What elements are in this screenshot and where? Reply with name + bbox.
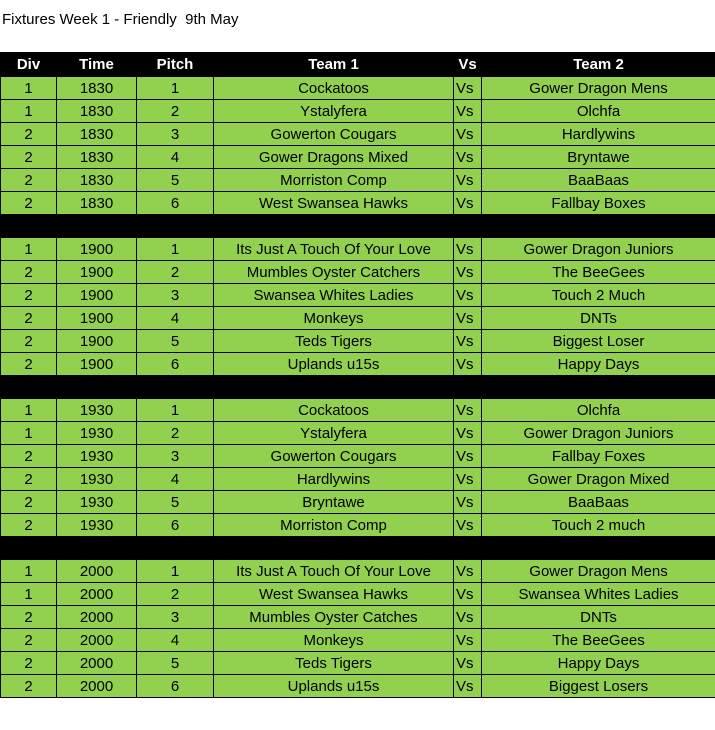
header-team2: Team 2	[482, 53, 715, 77]
cell-team2: Touch 2 Much	[482, 284, 715, 307]
fixtures-table	[0, 52, 715, 698]
table-row	[1, 146, 715, 169]
separator-row	[1, 376, 715, 399]
table-row	[1, 238, 715, 261]
table-row	[1, 445, 715, 468]
cell-vs: Vs	[454, 192, 482, 215]
cell-div: 2	[1, 675, 57, 698]
cell-vs: Vs	[454, 606, 482, 629]
cell-vs: Vs	[454, 652, 482, 675]
cell-div: 2	[1, 192, 57, 215]
cell-team2: Olchfa	[482, 100, 715, 123]
cell-vs: Vs	[454, 284, 482, 307]
cell-vs: Vs	[454, 123, 482, 146]
cell-team2: DNTs	[482, 307, 715, 330]
table-row	[1, 284, 715, 307]
cell-vs: Vs	[454, 169, 482, 192]
cell-time: 2000	[57, 583, 137, 606]
table-row	[1, 491, 715, 514]
cell-team1: Monkeys	[214, 629, 454, 652]
cell-vs: Vs	[454, 307, 482, 330]
separator-cell	[1, 215, 715, 238]
cell-div: 2	[1, 284, 57, 307]
cell-team1: Its Just A Touch Of Your Love	[214, 560, 454, 583]
cell-div: 2	[1, 307, 57, 330]
cell-pitch: 1	[137, 77, 214, 100]
cell-team2: Fallbay Foxes	[482, 445, 715, 468]
cell-pitch: 5	[137, 169, 214, 192]
cell-time: 1900	[57, 307, 137, 330]
cell-team1: Cockatoos	[214, 399, 454, 422]
table-row	[1, 307, 715, 330]
cell-div: 2	[1, 629, 57, 652]
cell-team1: Monkeys	[214, 307, 454, 330]
cell-time: 1930	[57, 468, 137, 491]
table-row	[1, 560, 715, 583]
cell-team1: Mumbles Oyster Catchers	[214, 261, 454, 284]
cell-team2: Gower Dragon Mens	[482, 560, 715, 583]
cell-team2: The BeeGees	[482, 261, 715, 284]
cell-team1: West Swansea Hawks	[214, 192, 454, 215]
cell-team1: Gower Dragons Mixed	[214, 146, 454, 169]
cell-pitch: 4	[137, 468, 214, 491]
cell-pitch: 4	[137, 629, 214, 652]
cell-pitch: 6	[137, 514, 214, 537]
header-row	[1, 53, 715, 77]
cell-team1: Gowerton Cougars	[214, 123, 454, 146]
separator-cell	[1, 537, 715, 560]
cell-time: 2000	[57, 560, 137, 583]
cell-pitch: 4	[137, 146, 214, 169]
cell-team2: Happy Days	[482, 652, 715, 675]
cell-time: 1900	[57, 353, 137, 376]
table-row	[1, 192, 715, 215]
cell-pitch: 2	[137, 422, 214, 445]
cell-team2: Bryntawe	[482, 146, 715, 169]
cell-pitch: 3	[137, 445, 214, 468]
cell-div: 2	[1, 123, 57, 146]
cell-vs: Vs	[454, 675, 482, 698]
cell-div: 1	[1, 583, 57, 606]
cell-pitch: 5	[137, 652, 214, 675]
table-row	[1, 583, 715, 606]
cell-div: 2	[1, 353, 57, 376]
cell-pitch: 2	[137, 261, 214, 284]
cell-div: 2	[1, 146, 57, 169]
cell-div: 2	[1, 606, 57, 629]
cell-pitch: 2	[137, 100, 214, 123]
table-row	[1, 123, 715, 146]
cell-pitch: 5	[137, 491, 214, 514]
cell-team2: Biggest Losers	[482, 675, 715, 698]
cell-vs: Vs	[454, 353, 482, 376]
cell-time: 2000	[57, 629, 137, 652]
cell-team2: Fallbay Boxes	[482, 192, 715, 215]
cell-pitch: 2	[137, 583, 214, 606]
cell-vs: Vs	[454, 560, 482, 583]
cell-div: 1	[1, 77, 57, 100]
cell-team1: West Swansea Hawks	[214, 583, 454, 606]
fixtures-body	[1, 77, 715, 698]
cell-pitch: 1	[137, 238, 214, 261]
cell-team2: BaaBaas	[482, 169, 715, 192]
cell-div: 2	[1, 330, 57, 353]
cell-vs: Vs	[454, 146, 482, 169]
cell-time: 1930	[57, 399, 137, 422]
cell-time: 1930	[57, 445, 137, 468]
cell-time: 1830	[57, 146, 137, 169]
cell-team1: Ystalyfera	[214, 422, 454, 445]
table-row	[1, 652, 715, 675]
cell-vs: Vs	[454, 77, 482, 100]
table-row	[1, 399, 715, 422]
cell-vs: Vs	[454, 583, 482, 606]
cell-div: 2	[1, 652, 57, 675]
cell-team1: Morriston Comp	[214, 169, 454, 192]
header-time: Time	[57, 53, 137, 77]
table-row	[1, 629, 715, 652]
header-vs: Vs	[454, 53, 482, 77]
cell-team1: Teds Tigers	[214, 652, 454, 675]
table-row	[1, 422, 715, 445]
page-title: Fixtures Week 1 - Friendly 9th May	[2, 11, 239, 28]
cell-time: 1900	[57, 330, 137, 353]
table-row	[1, 606, 715, 629]
cell-time: 1900	[57, 284, 137, 307]
cell-time: 1830	[57, 100, 137, 123]
cell-pitch: 3	[137, 123, 214, 146]
cell-team1: Ystalyfera	[214, 100, 454, 123]
header-pitch: Pitch	[137, 53, 214, 77]
cell-time: 1830	[57, 123, 137, 146]
cell-team1: Uplands u15s	[214, 675, 454, 698]
cell-time: 1830	[57, 192, 137, 215]
cell-vs: Vs	[454, 445, 482, 468]
table-row	[1, 353, 715, 376]
cell-team1: Its Just A Touch Of Your Love	[214, 238, 454, 261]
table-row	[1, 468, 715, 491]
cell-team2: Gower Dragon Juniors	[482, 238, 715, 261]
table-row	[1, 514, 715, 537]
cell-team2: Happy Days	[482, 353, 715, 376]
cell-div: 1	[1, 100, 57, 123]
cell-team1: Swansea Whites Ladies	[214, 284, 454, 307]
table-row	[1, 330, 715, 353]
cell-vs: Vs	[454, 491, 482, 514]
cell-team1: Hardlywins	[214, 468, 454, 491]
cell-team1: Morriston Comp	[214, 514, 454, 537]
cell-time: 1930	[57, 422, 137, 445]
cell-time: 1930	[57, 491, 137, 514]
table-row	[1, 675, 715, 698]
cell-time: 1830	[57, 169, 137, 192]
cell-pitch: 6	[137, 192, 214, 215]
header-div: Div	[1, 53, 57, 77]
cell-team2: BaaBaas	[482, 491, 715, 514]
cell-pitch: 6	[137, 675, 214, 698]
cell-pitch: 1	[137, 560, 214, 583]
cell-div: 2	[1, 445, 57, 468]
cell-div: 1	[1, 422, 57, 445]
separator-row	[1, 215, 715, 238]
cell-vs: Vs	[454, 100, 482, 123]
cell-team2: Touch 2 much	[482, 514, 715, 537]
table-row	[1, 77, 715, 100]
cell-team1: Bryntawe	[214, 491, 454, 514]
cell-vs: Vs	[454, 422, 482, 445]
separator-row	[1, 537, 715, 560]
cell-div: 1	[1, 560, 57, 583]
cell-time: 1830	[57, 77, 137, 100]
cell-pitch: 3	[137, 284, 214, 307]
cell-pitch: 5	[137, 330, 214, 353]
cell-team2: Biggest Loser	[482, 330, 715, 353]
cell-team2: Hardlywins	[482, 123, 715, 146]
cell-div: 2	[1, 261, 57, 284]
cell-div: 2	[1, 491, 57, 514]
header-team1: Team 1	[214, 53, 454, 77]
table-row	[1, 169, 715, 192]
cell-team2: Gower Dragon Juniors	[482, 422, 715, 445]
separator-cell	[1, 376, 715, 399]
cell-team2: The BeeGees	[482, 629, 715, 652]
cell-time: 2000	[57, 606, 137, 629]
cell-div: 1	[1, 238, 57, 261]
cell-time: 1930	[57, 514, 137, 537]
cell-vs: Vs	[454, 261, 482, 284]
cell-vs: Vs	[454, 399, 482, 422]
cell-team2: Olchfa	[482, 399, 715, 422]
cell-div: 2	[1, 169, 57, 192]
cell-team1: Gowerton Cougars	[214, 445, 454, 468]
cell-team1: Teds Tigers	[214, 330, 454, 353]
cell-vs: Vs	[454, 629, 482, 652]
cell-time: 1900	[57, 238, 137, 261]
cell-time: 1900	[57, 261, 137, 284]
cell-team2: DNTs	[482, 606, 715, 629]
table-row	[1, 100, 715, 123]
cell-pitch: 1	[137, 399, 214, 422]
cell-vs: Vs	[454, 468, 482, 491]
cell-team2: Gower Dragon Mixed	[482, 468, 715, 491]
table-row	[1, 261, 715, 284]
cell-team1: Cockatoos	[214, 77, 454, 100]
cell-team1: Mumbles Oyster Catches	[214, 606, 454, 629]
cell-div: 1	[1, 399, 57, 422]
cell-vs: Vs	[454, 330, 482, 353]
cell-pitch: 4	[137, 307, 214, 330]
cell-div: 2	[1, 468, 57, 491]
cell-vs: Vs	[454, 514, 482, 537]
cell-time: 2000	[57, 652, 137, 675]
cell-team2: Gower Dragon Mens	[482, 77, 715, 100]
cell-vs: Vs	[454, 238, 482, 261]
cell-team1: Uplands u15s	[214, 353, 454, 376]
cell-pitch: 6	[137, 353, 214, 376]
cell-team2: Swansea Whites Ladies	[482, 583, 715, 606]
cell-div: 2	[1, 514, 57, 537]
cell-time: 2000	[57, 675, 137, 698]
cell-pitch: 3	[137, 606, 214, 629]
